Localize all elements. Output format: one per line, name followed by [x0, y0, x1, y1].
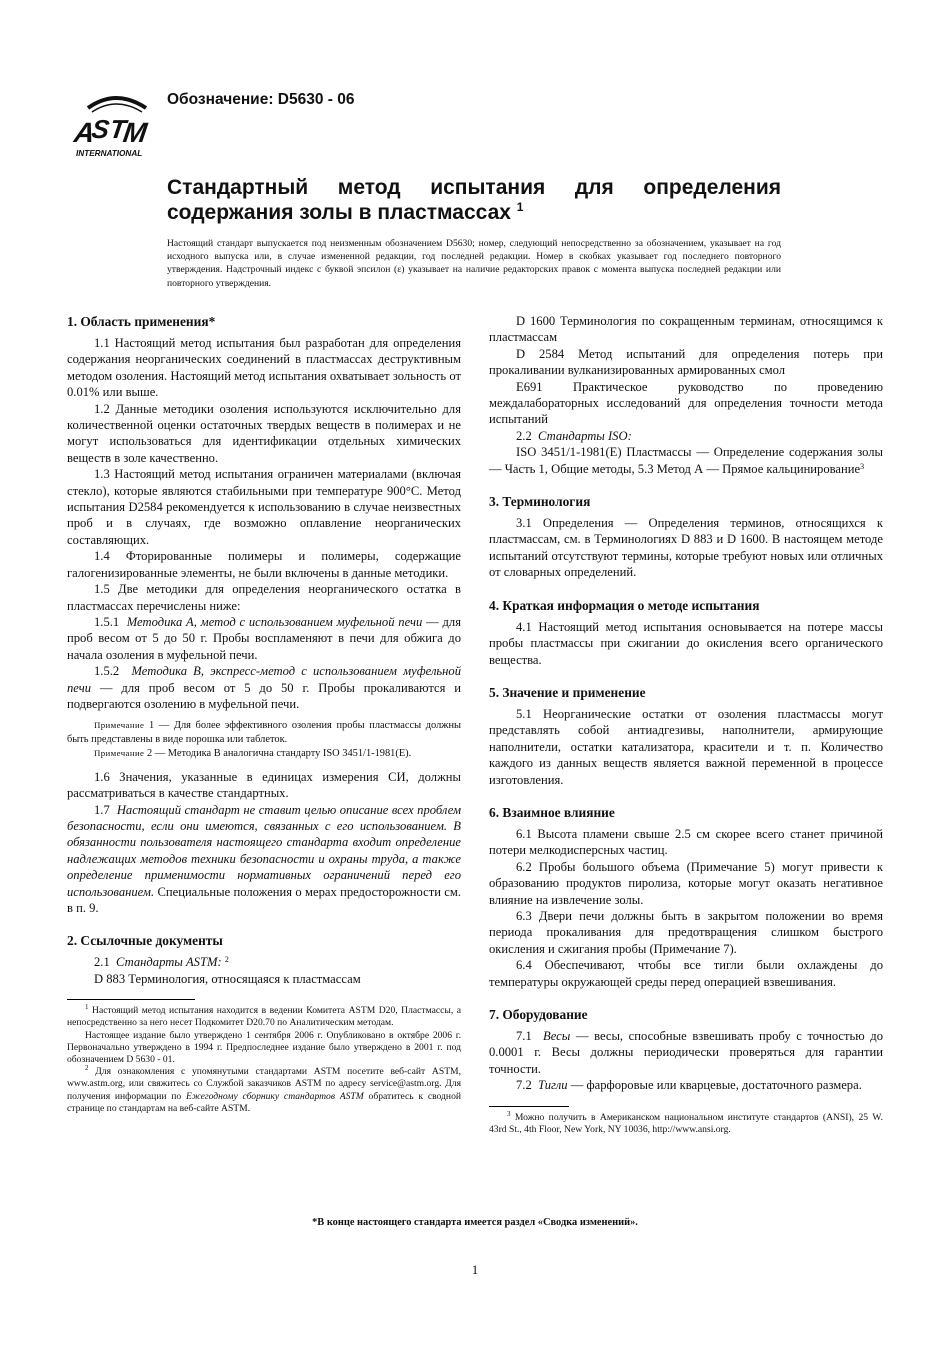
page-number: 1: [471, 1262, 479, 1277]
para-1-5-2-em: Методика В, экспресс-метод с использованием муфельной печи: [67, 664, 462, 695]
footnote-1b: Настоящее издание было утверждено 1 сентября 2006 г. Опубликовано в октябре 2006 г. Первоначально утверждено в 1994 г. Предпоследнее издание было утверждено в 2001 г. под обозначением D 5630 - 01.: [67, 1029, 461, 1066]
para-1-7-num: 1.7: [94, 802, 110, 817]
section-2-title: 2. Ссылочные документы: [67, 933, 223, 949]
para-1-5-2: [67, 663, 461, 712]
footnote-1a: [67, 1005, 461, 1029]
svg-text:S: S: [89, 114, 112, 144]
ref-iso: [489, 444, 883, 477]
para-2-1-sup: 2: [224, 955, 229, 965]
para-7-1-num: 7.1: [516, 1029, 532, 1043]
logo-text: INTERNATIONAL: [76, 149, 143, 158]
para-1-5-1: [67, 614, 461, 663]
section-7-title: 7. Оборудование: [489, 1007, 588, 1022]
footnote-2-text-b: обратитесь к сводной странице по стандартам на веб-сайте ASTM.: [67, 1090, 462, 1114]
footnote-2-num: 2: [85, 1064, 89, 1073]
footnote-2-text-a: Для ознакомления с упомянутыми стандартами ASTM посетите веб-сайт ASTM, www.astm.org, или свяжитесь со Службой заказчиков ASTM по адресу service@astm.org. Для получения информации по: [67, 1066, 461, 1102]
para-1-4: 1.4 Фторированные полимеры и полимеры, содержащие галогенизированные элементы, не были включены в данные методики.: [67, 549, 461, 580]
note-2-text: 2 — Методика В аналогична стандарту ISO 3451/1-1981(E).: [146, 747, 412, 759]
para-6-3: 6.3 Двери печи должны быть в закрытом положении во время периода прокаливания для предотвращения слишком быстрого окисления и сжигания пробы (Примечание 7).: [489, 908, 883, 956]
para-2-1-em: Стандарты ASTM:: [116, 955, 222, 970]
designation: Обозначение: D5630 - 06: [167, 91, 355, 108]
para-1-5-1-text: — для проб весом от 5 до 50 г. Пробы воспламеняют в печи для обжига до начала озоления в муфельной печи.: [67, 614, 461, 662]
para-6-2: 6.2 Пробы большого объема (Примечание 5) могут привести к образованию продуктов пиролиза, которые могут оказать негативное влияние на извлечение золы.: [489, 859, 883, 907]
para-2-1-num: 2.1: [94, 955, 110, 970]
footnote-3-num: 3: [507, 1109, 511, 1118]
ref-iso-text: ISO 3451/1-1981(E) Пластмассы — Определение содержания золы — Часть 1, Общие методы, 5.3 Метод А — Прямое кальцинирование: [489, 445, 883, 476]
para-1-2: 1.2 Данные методики озоления используются исключительно для количественной оценки остаточных твердых веществ в полимерах и не могут использоваться для идентификации отдельных химических веществ в золе качественно.: [67, 401, 461, 465]
footnote-3-text: Можно получить в Американском национальном институте стандартов (ANSI), 25 W. 43rd St., 4th Floor, New York, NY 10036, http://www.ansi.org.: [489, 1111, 883, 1135]
para-1-5: 1.5 Две методики для определения неорганического остатка в пластмассах перечислены ниже:: [67, 582, 461, 613]
para-6-1: 6.1 Высота пламени свыше 2.5 см скорее всего станет причиной потери мелкодисперсных частиц.: [489, 826, 883, 858]
para-4-1: 4.1 Настоящий метод испытания основывается на потере массы пробы пластмассы при сжигании до окисления всего органического вещества.: [489, 619, 883, 667]
note-2: [67, 747, 461, 761]
para-7-2-num: 7.2: [516, 1078, 532, 1093]
section-3-title: 3. Терминология: [489, 494, 591, 510]
note-1-label: Примечание: [94, 720, 145, 731]
footnote-2: [67, 1066, 461, 1115]
para-1-6: 1.6 Значения, указанные в единицах измерения СИ, должны рассматриваться в качестве стандартных.: [67, 769, 461, 801]
ref-d1600: D 1600 Терминология по сокращенным терминам, относящимся к пластмассам: [489, 314, 883, 345]
section-5-title: 5. Значение и применение: [489, 684, 646, 700]
para-1-7-em: Настоящий стандарт не ставит целью описание всех проблем безопасности, если они имеются, связанных с его использованием. В обязанности пользователя настоящего стандарта входит определение надлежащих методов техники безопасности и охраны труда, а также определение применимости нормативных ограничений перед его использованием.: [67, 802, 462, 899]
right-column: [489, 313, 883, 1136]
para-1-5-2-num: 1.5.2: [94, 664, 120, 679]
note-1-text: 1 — Для более эффективного озоления пробы пластмассы должны быть представлены в виде порошка или таблеток.: [67, 720, 461, 746]
footnote-3: [489, 1109, 883, 1136]
svg-text:A: A: [72, 117, 97, 148]
ref-d2584: D 2584 Метод испытаний для определения потерь при прокаливании вулканизированных армированных смол: [489, 346, 883, 378]
footnote-rule-left: [67, 999, 195, 1000]
ref-d883: D 883 Терминология, относящаяся к пластмассам: [94, 971, 361, 986]
intro-paragraph: Настоящий стандарт выпускается под неизменным обозначением D5630; номер, следующий непосредственно за обозначением, указывает на год исходного выпуска или, в случае измененной редакции, год последней редакции. Номер в скобках указывает год последнего повторного утверждения. Надстрочный индекс с буквой эпсилон (ε) указывает на наличие редакторских правок с момента выпуска последней редакции или повторного утверждения.: [167, 238, 781, 289]
footnote-2-em: Ежегодному сборнику стандартов ASTM: [185, 1090, 364, 1102]
para-7-1: [489, 1028, 883, 1077]
para-3-1: 3.1 Определения — Определения терминов, относящихся к пластмассам, см. в Терминологиях D 883 и D 1600. В настоящем методе испытаний отсутствуют термины, которые требуют новых или отличных от словарных определений.: [489, 516, 883, 580]
footnote-1-num: 1: [85, 1003, 89, 1012]
para-6-4: 6.4 Обеспечивают, чтобы все тигли были охлаждены до температуры окружающей среды перед операцией взвешивания.: [489, 958, 883, 989]
para-7-2-text: — фарфоровые или кварцевые, достаточного размера.: [570, 1078, 862, 1093]
para-5-1: 5.1 Неорганические остатки от озоления пластмассы могут представлять собой антиадгезивы, наполнители, армирующие наполнители, остатки катализатора, красители и т. п. Количество каждого из данных веществ является важной переменной в процессе изготовления.: [489, 706, 883, 787]
para-1-7-text: Специальные положения о мерах предосторожности см. в п. 9.: [67, 884, 461, 915]
astm-logo: [72, 86, 156, 158]
para-2-2: [489, 428, 883, 444]
title-text: Стандартный метод испытания для определения содержания золы в пластмассах: [167, 176, 781, 224]
svg-text:M: M: [121, 117, 149, 148]
para-2-2-em: Стандарты ISO:: [538, 428, 632, 443]
title-footnote-ref: 1: [516, 200, 524, 214]
para-7-1-text: — весы, способные взвешивать пробу с точностью до 0.0001 г. Весы должны периодически проверяться для гарантии точности.: [489, 1029, 884, 1076]
para-2-1: [67, 954, 461, 970]
footnote-1a-text: Настоящий метод испытания находится в ведении Комитета ASTM D20, Пластмассы, а непосредственно за него несет Подкомитет D20.70 по Аналитическим методам.: [67, 1005, 461, 1029]
para-1-3: 1.3 Настоящий метод испытания ограничен материалами (включая стекло), которые являются стабильными при температуре 900°C. Метод испытания D2584 рекомендуется к использованию в случае неизвестных проб и в случаях, где возможно оплавление неорганических составляющих.: [67, 467, 461, 547]
section-6-title: 6. Взаимное влияние: [489, 804, 615, 820]
para-1-7: [67, 802, 461, 917]
note-1: [67, 719, 461, 747]
para-2-2-num: 2.2: [516, 428, 532, 443]
para-1-5-1-em: Методика А, метод с использованием муфельной печи: [126, 614, 423, 629]
para-1-5-1-num: 1.5.1: [94, 614, 120, 629]
section-1-title: 1. Область применения*: [67, 314, 216, 329]
svg-text:T: T: [107, 114, 128, 144]
note-2-label: Примечание: [94, 747, 145, 758]
para-1-5-2-text: — для проб весом от 5 до 50 г. Пробы прокаливаются и подвергаются озолению в муфельной печи.: [67, 680, 461, 711]
ref-iso-sup: 3: [860, 461, 865, 471]
left-column: [67, 313, 461, 1115]
para-7-2: [489, 1077, 883, 1093]
para-7-1-em: Весы: [543, 1029, 571, 1043]
footnote-rule-right: [489, 1106, 569, 1107]
ref-e691: E691 Практическое руководство по проведению междалабораторных исследований для определения точности метода испытаний: [489, 379, 883, 427]
document-title: [167, 175, 781, 225]
section-4-title: 4. Краткая информация о методе испытания: [489, 597, 760, 613]
para-1-1: 1.1 Настоящий метод испытания был разработан для определения содержания неорганических соединений в пластмассах деструктивным методом озоления. Настоящий метод испытания охватывает зольность от 0.01% или выше.: [67, 336, 461, 400]
para-7-2-em: Тигли: [538, 1078, 568, 1093]
summary-of-changes-note: *В конце настоящего стандарта имеется раздел «Сводка изменений».: [312, 1217, 638, 1228]
